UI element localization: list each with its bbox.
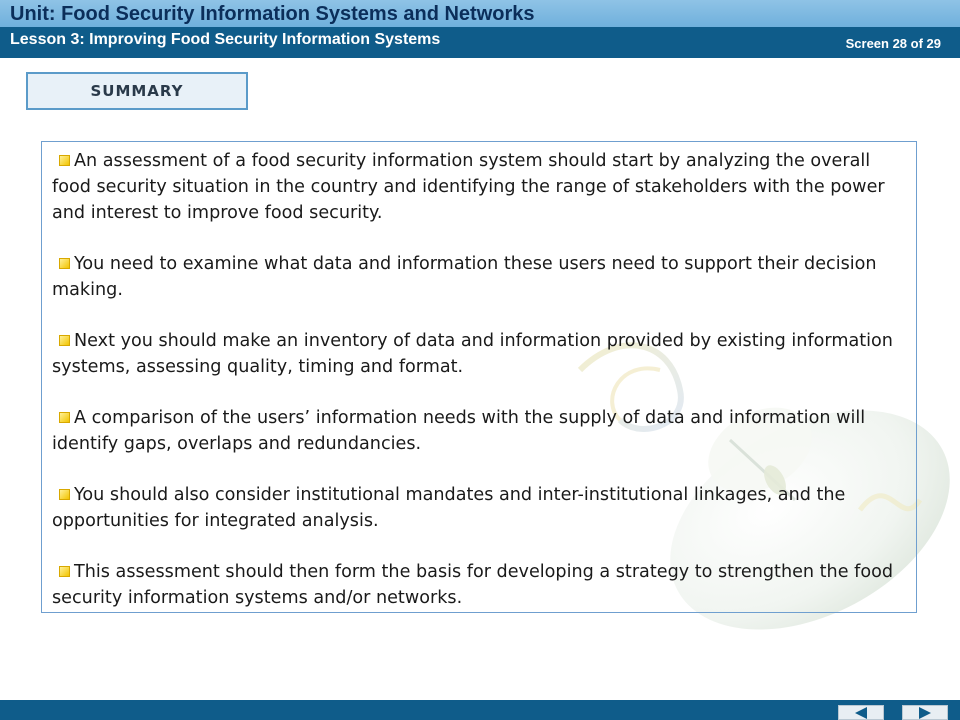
next-arrow-icon bbox=[917, 707, 933, 719]
bullet-square-icon bbox=[59, 258, 70, 269]
summary-tab bbox=[26, 72, 248, 110]
summary-bullet bbox=[52, 148, 906, 226]
summary-bullet-text: This assessment should then form the basis for developing a strategy to strengthen the food security information systems and/or networks. bbox=[52, 562, 894, 608]
bullet-square-icon bbox=[59, 335, 70, 346]
bullet-square-icon bbox=[59, 412, 70, 423]
bullet-square-icon bbox=[59, 489, 70, 500]
summary-bullet-text: An assessment of a food security information system should start by analyzing the overall food security situation in the country and identifying the range of stakeholders with the power and interest to improve food security. bbox=[52, 151, 885, 223]
summary-bullet-text: You should also consider institutional mandates and inter-institutional linkages, and the opportunities for integrated analysis. bbox=[52, 485, 846, 531]
bullet-square-icon bbox=[59, 155, 70, 166]
unit-title: Unit: Food Security Information Systems and Networks bbox=[10, 3, 535, 25]
summary-bullet bbox=[52, 482, 906, 534]
lesson-title: Lesson 3: Improving Food Security Information Systems bbox=[10, 31, 441, 48]
previous-arrow-icon bbox=[853, 707, 869, 719]
footer-bar bbox=[0, 700, 960, 720]
screen-counter: Screen 28 of 29 bbox=[845, 36, 941, 51]
bullet-square-icon bbox=[59, 566, 70, 577]
header-bar bbox=[0, 0, 960, 58]
summary-bullet-text: A comparison of the users’ information needs with the supply of data and information will identify gaps, overlaps and redundancies. bbox=[52, 408, 866, 454]
previous-screen-button[interactable] bbox=[838, 705, 884, 720]
summary-bullet-text: Next you should make an inventory of data and information provided by existing information systems, assessing quality, timing and format. bbox=[52, 331, 893, 377]
summary-bullet bbox=[52, 559, 906, 611]
summary-bullet-text: You need to examine what data and information these users need to support their decision making. bbox=[52, 254, 877, 300]
summary-content-box bbox=[41, 141, 917, 613]
summary-bullet bbox=[52, 251, 906, 303]
summary-bullet bbox=[52, 328, 906, 380]
summary-bullet bbox=[52, 405, 906, 457]
next-screen-button[interactable] bbox=[902, 705, 948, 720]
summary-tab-label: SUMMARY bbox=[90, 82, 184, 100]
